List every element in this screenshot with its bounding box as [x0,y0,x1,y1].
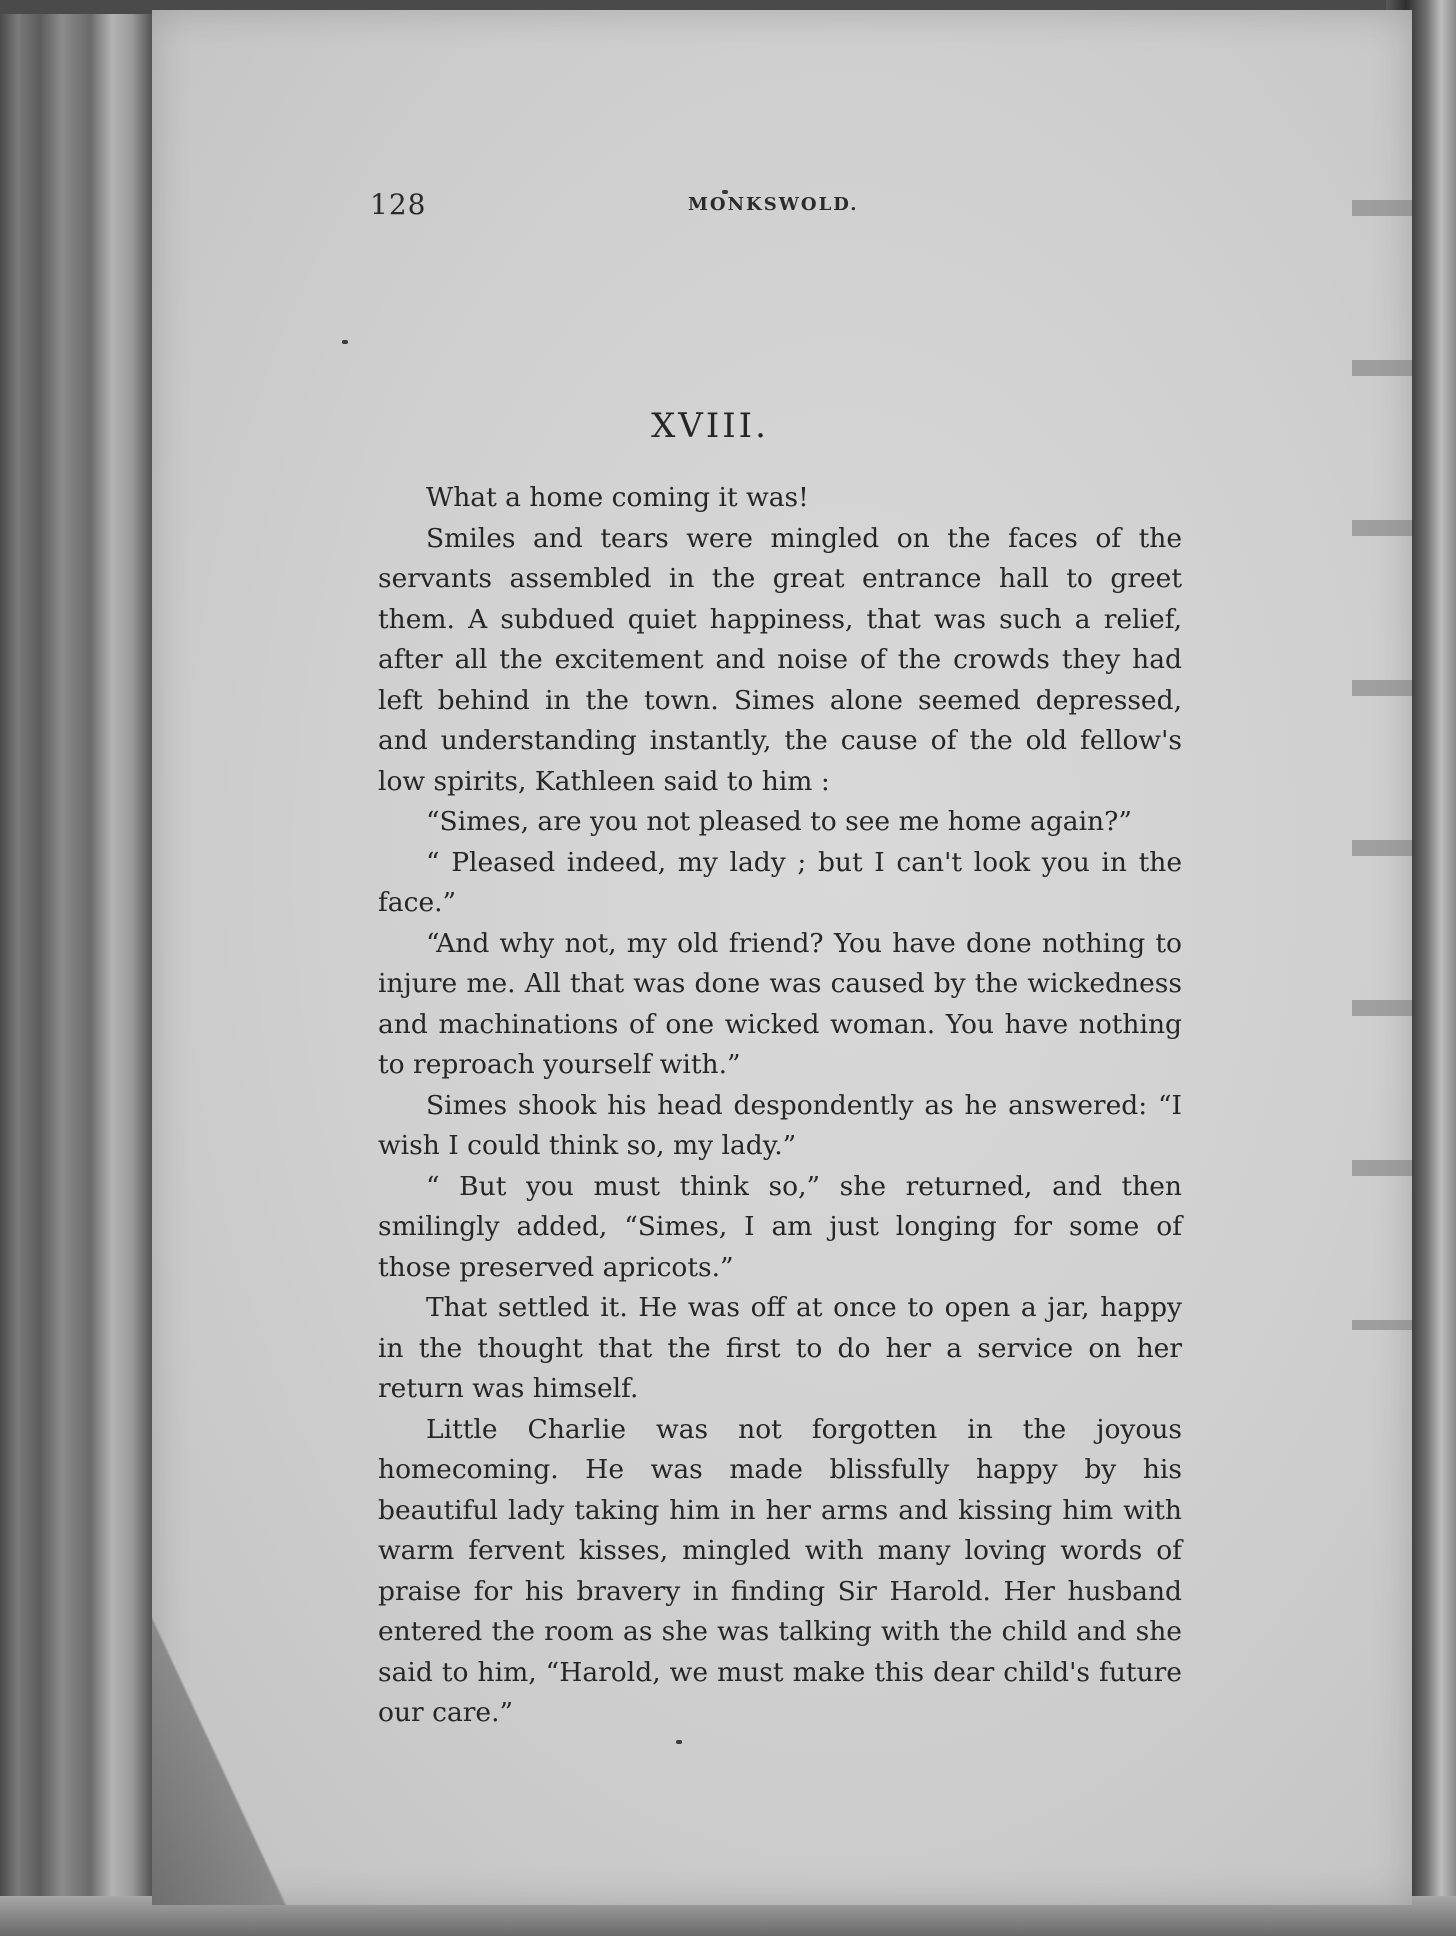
paper-speck [342,340,348,344]
paragraph: “ Pleased indeed, my lady ; but I can't look you in the face.” [378,846,1182,918]
paragraph: Smiles and tears were mingled on the faces of the servants assembled in the great entrance hall to greet them. A subdued quiet happiness, that was such a relief, after all the excitement and noise of the crowds they had left behind in the town. Simes alone seemed depressed, and understanding instantly, the cause of the old fellow's low spirits, Kathleen said to him : [378,522,1182,797]
paragraph: Simes shook his head despondently as he answered: “I wish I could think so, my lady.” [378,1089,1182,1161]
paragraph: What a home coming it was! [426,482,809,513]
chapter-heading: XVIII. [651,406,769,446]
book-binding-shadow [0,0,160,1936]
page-number: 128 [370,188,427,221]
running-head [370,188,1190,228]
paragraph: “And why not, my old friend? You have done nothing to injure me. All that was done was caused by the wickedness and machinations of one wicked woman. You have nothing to reproach yourself with.” [378,927,1182,1080]
paragraph: That settled it. He was off at once to open a jar, happy in the thought that the first to do her a service on her return was himself. [378,1292,1182,1404]
paragraph: “Simes, are you not pleased to see me home again?” [426,806,1132,837]
body-text [378,478,1182,1734]
running-head-title: MONKSWOLD. [688,194,859,215]
paragraph: “ But you must think so,” she returned, and then smilingly added, “Simes, I am just longing for some of those preserved apricots.” [378,1170,1182,1283]
paragraph: Little Charlie was not forgotten in the joyous homecoming. He was made blissfully happy by his beautiful lady taking him in her arms and kissing him with warm fervent kisses, mingled with many loving words of praise for his bravery in finding Sir Harold. Her husband entered the room as she was talking with the child and she said to him, “Harold, we must make this dear child's future our care.” [378,1413,1182,1728]
paper-speck [676,1740,682,1744]
